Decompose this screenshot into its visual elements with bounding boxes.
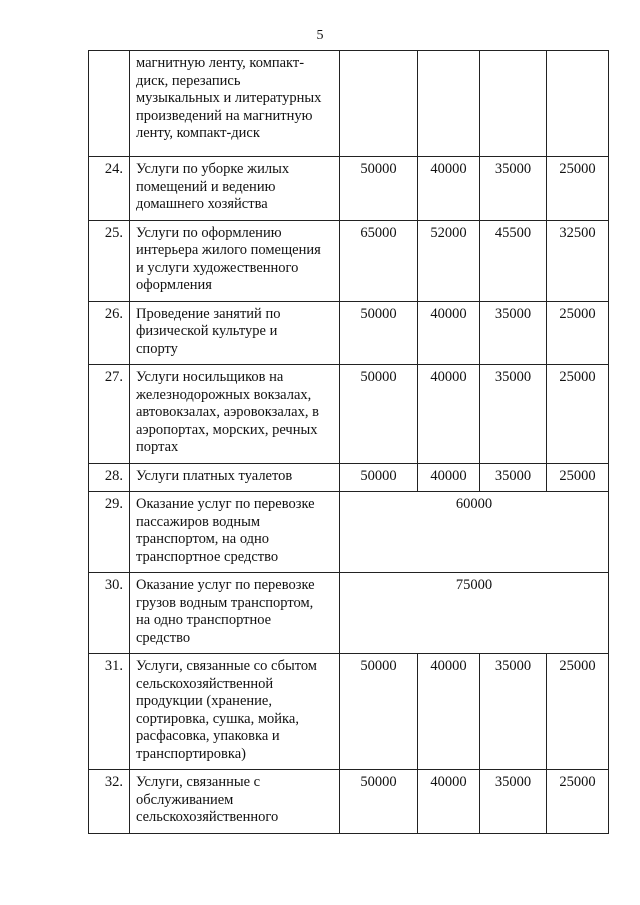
table-row <box>89 770 609 834</box>
tariff-table-body <box>89 51 609 834</box>
rate-value: 50000 <box>340 770 418 834</box>
service-description <box>130 492 340 573</box>
service-description <box>130 220 340 301</box>
description-line: физической культуре и <box>136 323 278 339</box>
table-row <box>89 654 609 770</box>
rate-value: 50000 <box>340 654 418 770</box>
service-description <box>130 157 340 221</box>
description-line: транспортировка) <box>136 745 246 762</box>
rate-value: 40000 <box>418 301 480 365</box>
rate-value: 25000 <box>547 654 609 770</box>
description-line: Услуги по уборке жилых <box>136 161 290 177</box>
description-line: на одно транспортное <box>136 612 272 628</box>
rate-value <box>340 51 418 157</box>
rate-value: 35000 <box>480 157 547 221</box>
service-description <box>130 654 340 770</box>
rate-value: 25000 <box>547 157 609 221</box>
description-line: спорту <box>136 340 178 357</box>
description-line: обслуживанием <box>136 791 234 808</box>
description-line: транспортное средство <box>136 548 279 565</box>
row-number: 28. <box>89 463 130 492</box>
rate-value: 40000 <box>418 770 480 834</box>
service-description <box>130 301 340 365</box>
rate-value: 50000 <box>340 157 418 221</box>
description-line: Услуги, связанные со сбытом <box>136 658 317 674</box>
rate-value: 50000 <box>340 301 418 365</box>
row-number: 32. <box>89 770 130 834</box>
rate-value <box>547 51 609 157</box>
description-line: аэропортах, морских, речных <box>136 421 318 438</box>
rate-value: 45500 <box>480 220 547 301</box>
description-line: средство <box>136 629 191 646</box>
description-line: портах <box>136 439 179 455</box>
table-row <box>89 220 609 301</box>
row-number: 29. <box>89 492 130 573</box>
rate-value: 40000 <box>418 654 480 770</box>
service-description <box>130 573 340 654</box>
table-row <box>89 492 609 573</box>
table-row <box>89 157 609 221</box>
rate-value: 40000 <box>418 157 480 221</box>
description-line: грузов водным транспортом, <box>136 594 314 611</box>
rate-value: 35000 <box>480 770 547 834</box>
rate-merged: 60000 <box>340 492 609 573</box>
description-line: домашнего хозяйства <box>136 196 268 212</box>
description-line: магнитную ленту, компакт- <box>136 55 305 71</box>
description-line: произведений на магнитную <box>136 107 313 124</box>
row-number: 25. <box>89 220 130 301</box>
description-line: ленту, компакт-диск <box>136 125 260 141</box>
description-line: и услуги художественного <box>136 259 299 276</box>
service-description <box>130 51 340 157</box>
rate-value: 35000 <box>480 463 547 492</box>
description-line: Услуги носильщиков на <box>136 369 284 385</box>
description-line: Услуги по оформлению <box>136 224 282 241</box>
description-line: музыкальных и литературных <box>136 90 322 106</box>
row-number: 30. <box>89 573 130 654</box>
description-line: Услуги платных туалетов <box>136 467 293 484</box>
description-line: Оказание услуг по перевозке <box>136 496 315 512</box>
description-line: интерьера жилого помещения <box>136 242 321 258</box>
rate-value <box>418 51 480 157</box>
description-line: транспортом, на одно <box>136 531 270 547</box>
row-number: 27. <box>89 365 130 464</box>
rate-value: 52000 <box>418 220 480 301</box>
row-number <box>89 51 130 157</box>
rate-value: 35000 <box>480 365 547 464</box>
table-row <box>89 365 609 464</box>
description-line: сельскохозяйственного <box>136 809 279 825</box>
rate-value: 25000 <box>547 770 609 834</box>
service-description <box>130 770 340 834</box>
table-row <box>89 51 609 157</box>
description-line: помещений и ведению <box>136 178 276 195</box>
service-description <box>130 463 340 492</box>
rate-value: 40000 <box>418 463 480 492</box>
table-row <box>89 463 609 492</box>
description-line: оформления <box>136 277 212 293</box>
rate-value <box>480 51 547 157</box>
rate-value: 25000 <box>547 365 609 464</box>
description-line: сельскохозяйственной <box>136 675 274 692</box>
row-number: 31. <box>89 654 130 770</box>
description-line: Проведение занятий по <box>136 305 281 322</box>
rate-value: 35000 <box>480 654 547 770</box>
rate-value: 50000 <box>340 463 418 492</box>
description-line: сортировка, сушка, мойка, <box>136 710 299 727</box>
page-number: 5 <box>316 28 324 43</box>
rate-value: 50000 <box>340 365 418 464</box>
rate-value: 40000 <box>418 365 480 464</box>
row-number: 24. <box>89 157 130 221</box>
description-line: Услуги, связанные с <box>136 774 261 790</box>
description-line: железнодорожных вокзалах, <box>136 386 312 403</box>
rate-value: 65000 <box>340 220 418 301</box>
rate-value: 25000 <box>547 463 609 492</box>
rate-value: 25000 <box>547 301 609 365</box>
description-line: Оказание услуг по перевозке <box>136 577 315 593</box>
description-line: пассажиров водным <box>136 513 261 530</box>
rate-merged: 75000 <box>340 573 609 654</box>
service-description <box>130 365 340 464</box>
table-row <box>89 573 609 654</box>
rate-value: 32500 <box>547 220 609 301</box>
row-number: 26. <box>89 301 130 365</box>
description-line: продукции (хранение, <box>136 693 272 709</box>
description-line: диск, перезапись <box>136 72 241 89</box>
table-row <box>89 301 609 365</box>
description-line: расфасовка, упаковка и <box>136 728 280 744</box>
rate-value: 35000 <box>480 301 547 365</box>
tariff-table <box>88 50 609 834</box>
description-line: автовокзалах, аэровокзалах, в <box>136 404 319 420</box>
